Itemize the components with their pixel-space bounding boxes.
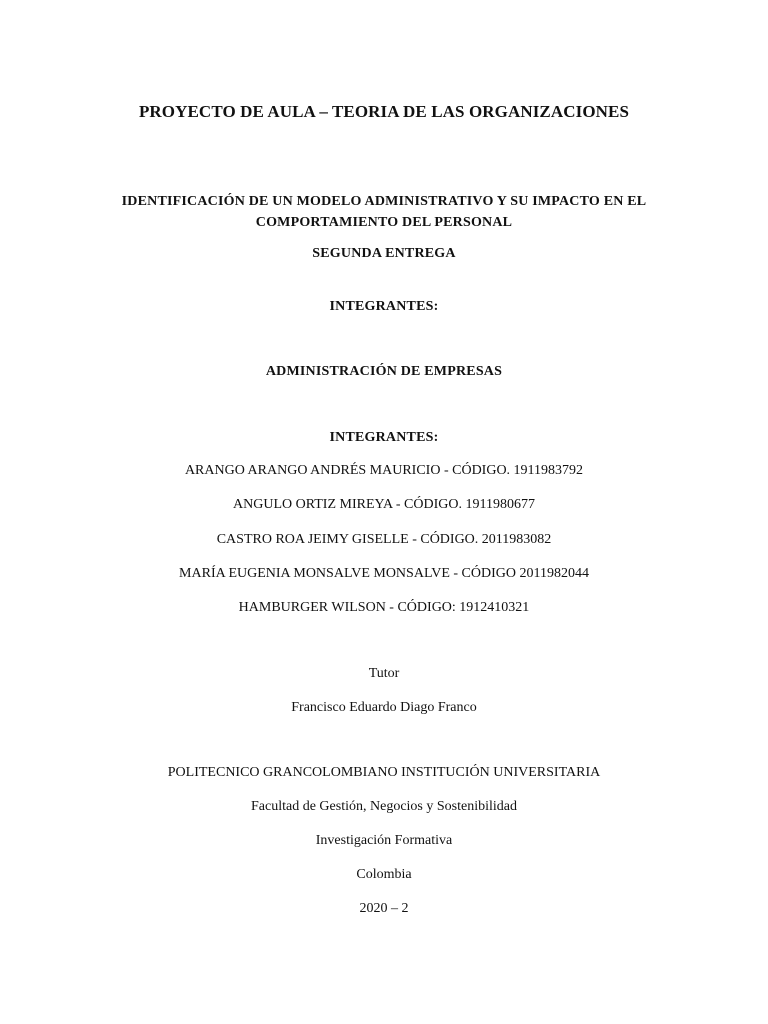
academic-period: 2020 – 2 bbox=[359, 901, 409, 916]
list-item: MARÍA EUGENIA MONSALVE MONSALVE - CÓDIGO 2011982044 bbox=[179, 566, 589, 581]
document-title: PROYECTO DE AULA – TEORIA DE LAS ORGANIZACIONES bbox=[138, 102, 630, 121]
country-name: Colombia bbox=[356, 867, 412, 882]
institution-name: POLITECNICO GRANCOLOMBIANO INSTITUCIÓN UNIVERSITARIA bbox=[167, 765, 601, 780]
subtitle-line-2: COMPORTAMIENTO DEL PERSONAL bbox=[255, 215, 513, 230]
members-heading-1: INTEGRANTES: bbox=[329, 299, 439, 314]
course-name: Investigación Formativa bbox=[315, 833, 453, 848]
list-item: HAMBURGER WILSON - CÓDIGO: 1912410321 bbox=[238, 600, 530, 615]
tutor-name: Francisco Eduardo Diago Franco bbox=[291, 700, 477, 715]
subtitle-line-1: IDENTIFICACIÓN DE UN MODELO ADMINISTRATIVO Y SU IMPACTO EN EL bbox=[121, 194, 647, 209]
subtitle bbox=[0, 191, 768, 233]
list-item: ARANGO ARANGO ANDRÉS MAURICIO - CÓDIGO. 1911983792 bbox=[184, 463, 584, 478]
list-item: CASTRO ROA JEIMY GISELLE - CÓDIGO. 2011983082 bbox=[216, 532, 552, 547]
tutor-label: Tutor bbox=[368, 666, 400, 681]
delivery-label: SEGUNDA ENTREGA bbox=[312, 246, 456, 261]
members-heading-2: INTEGRANTES: bbox=[329, 430, 439, 445]
faculty-name: Facultad de Gestión, Negocios y Sostenibilidad bbox=[251, 799, 517, 814]
list-item: ANGULO ORTIZ MIREYA - CÓDIGO. 1911980677 bbox=[233, 497, 535, 512]
program-name: ADMINISTRACIÓN DE EMPRESAS bbox=[265, 364, 503, 379]
